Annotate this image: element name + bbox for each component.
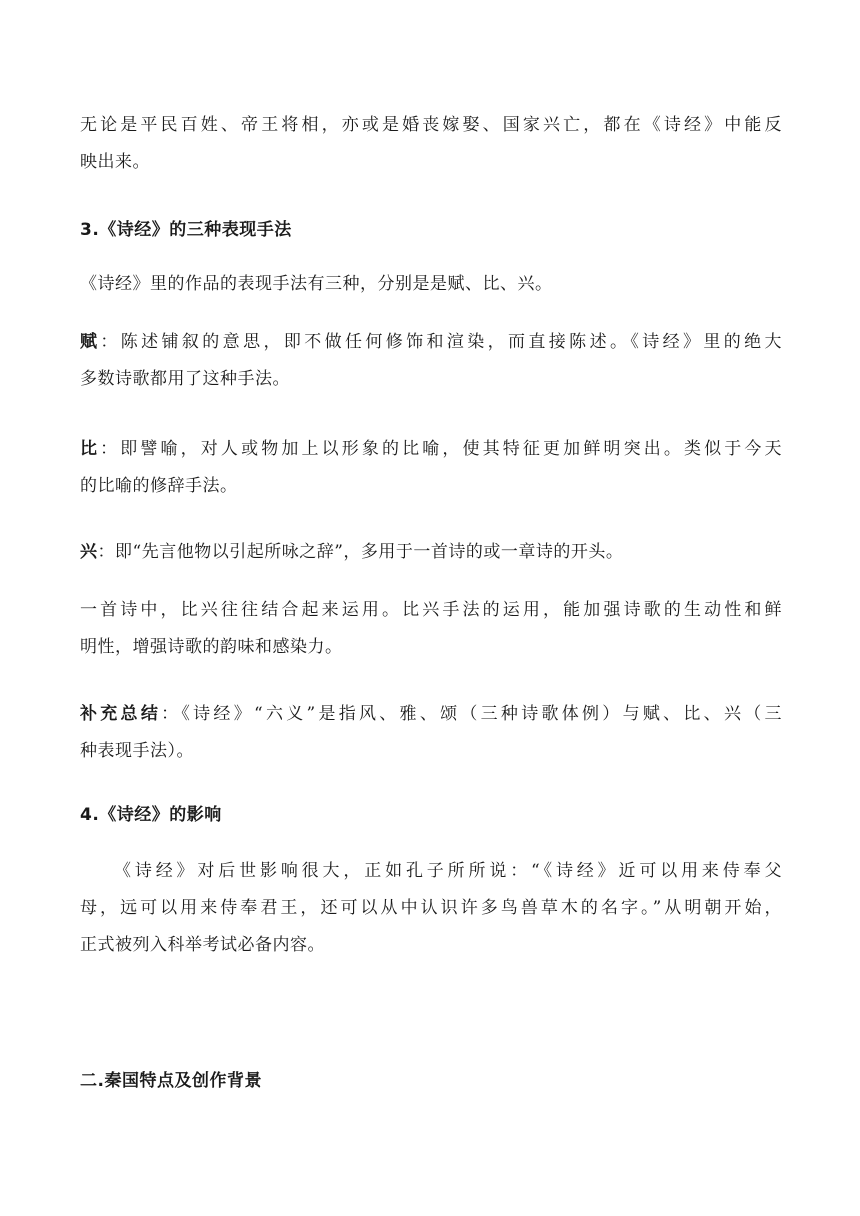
paragraph-line: 《诗经》对后世影响很大，正如孔子所所说：“《诗经》近可以用来侍奉父: [114, 861, 782, 881]
summary-label: 补充总结: [80, 704, 162, 724]
paragraph-line: 一首诗中，比兴往往结合起来运用。比兴手法的运用，能加强诗歌的生动性和鲜: [80, 600, 782, 620]
chapter-heading: 二.秦国特点及创作背景: [80, 1071, 262, 1091]
paragraph-intro-continuation: [80, 117, 782, 171]
heading-influence: [80, 807, 782, 824]
heading-section-two: [80, 1073, 782, 1090]
paragraph-xing: [80, 544, 782, 561]
term-fu: 赋: [80, 332, 101, 352]
document-page: [80, 0, 782, 1216]
term-bi-definition: ：即譬喻，对人或物加上以形象的比喻，使其特征更加鲜明突出。类似于今天: [100, 439, 783, 459]
paragraph-line: 母，远可以用来侍奉君王，还可以从中认识许多鸟兽草木的名字。”从明朝开始，: [80, 898, 782, 918]
term-xing-definition: ：即“先言他物以引起所咏之辞”，多用于一首诗的或一章诗的开头。: [97, 542, 624, 562]
paragraph-line: 无论是平民百姓、帝王将相，亦或是婚丧嫁娶、国家兴亡，都在《诗经》中能反: [80, 115, 782, 135]
paragraph-summary: [80, 706, 782, 760]
paragraph-line: 明性，增强诗歌的韵味和感染力。: [80, 637, 343, 657]
summary-text: ：《诗经》“六义”是指风、雅、颂（三种诗歌体例）与赋、比、兴（三: [161, 704, 783, 724]
paragraph-line: 种表现手法）。: [80, 741, 194, 761]
term-bi: 比: [80, 439, 101, 459]
paragraph-line: [80, 544, 782, 561]
term-fu-definition: ：陈述铺叙的意思，即不做任何修饰和渲染，而直接陈述。《诗经》里的绝大: [100, 332, 783, 352]
paragraph-line: [80, 334, 782, 351]
paragraph-line: 的比喻的修辞手法。: [80, 476, 238, 496]
paragraph-line: [80, 706, 782, 723]
paragraph-bixing-combination: [80, 602, 782, 656]
paragraph-line: 多数诗歌都用了这种手法。: [80, 369, 290, 389]
paragraph-line: 《诗经》里的作品的表现手法有三种，分别是是赋、比、兴。: [80, 274, 553, 294]
paragraph-fu: [80, 334, 782, 388]
paragraph-line: 映出来。: [80, 152, 150, 172]
paragraph-bi: [80, 441, 782, 495]
paragraph-line: [80, 441, 782, 458]
paragraph-influence: [80, 863, 782, 954]
section-heading: 4.《诗经》的影响: [80, 805, 222, 825]
heading-three-techniques: [80, 222, 782, 239]
paragraph-techniques-intro: [80, 276, 782, 293]
paragraph-line: 正式被列入科举考试必备内容。: [80, 935, 325, 955]
section-heading: 3.《诗经》的三种表现手法: [80, 220, 292, 240]
term-xing: 兴: [80, 542, 98, 562]
